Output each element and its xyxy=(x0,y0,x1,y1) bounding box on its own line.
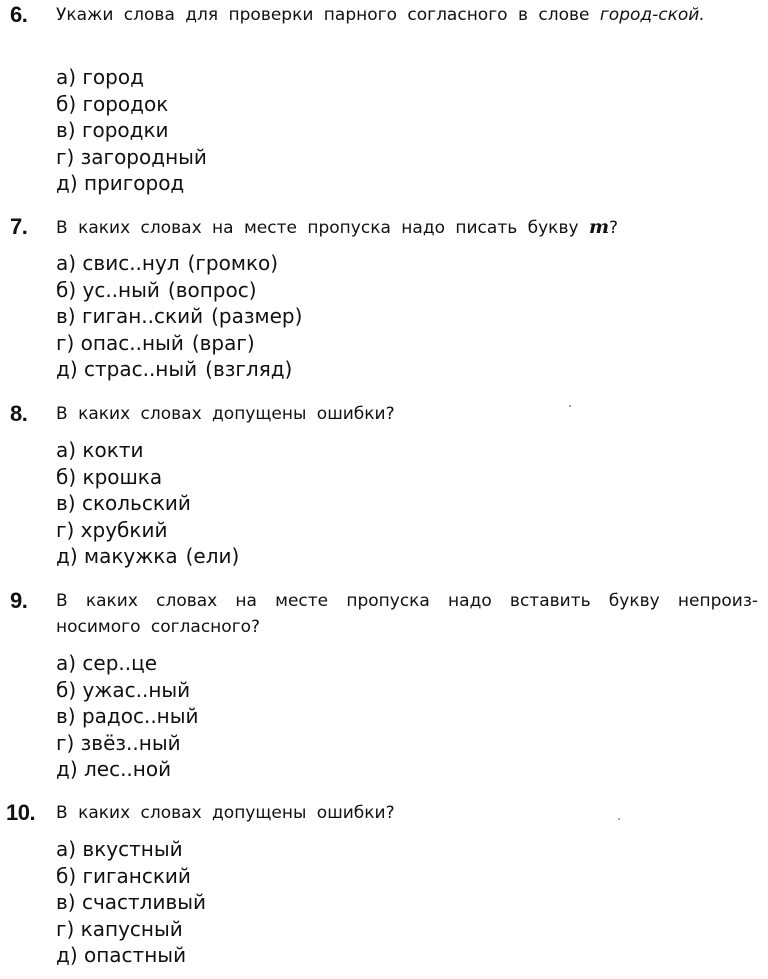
option-a: а) вкустный xyxy=(56,837,183,861)
option-e xyxy=(56,356,302,383)
option-c: в) счастливый xyxy=(56,890,207,915)
answer-options xyxy=(56,437,239,570)
prompt-letter: т xyxy=(588,216,610,238)
answer-options xyxy=(56,650,199,783)
answer-options xyxy=(56,250,302,383)
option-word: б) ус..ный xyxy=(56,277,160,302)
option-note: (громко) xyxy=(187,251,279,275)
option-d xyxy=(56,330,302,357)
prompt-text: В каких словах на месте пропуска надо писать букву xyxy=(56,218,589,238)
prompt-end: ? xyxy=(609,218,619,238)
question-number: 8. xyxy=(10,401,28,426)
question-number: 6. xyxy=(10,2,28,27)
option-d xyxy=(56,517,239,544)
option-c: в) городки xyxy=(56,118,169,143)
option-e: д) пригород xyxy=(56,171,185,196)
option-b: б) гиганский xyxy=(56,863,191,888)
scan-speck xyxy=(569,405,571,407)
option-note: (враг) xyxy=(191,330,255,355)
option-word: г) хрубкий xyxy=(56,517,168,542)
option-word: д) страс..ный xyxy=(56,357,198,382)
option-c xyxy=(56,490,239,517)
option-b xyxy=(56,277,302,304)
question-prompt xyxy=(56,214,758,241)
question-prompt xyxy=(56,2,758,28)
option-word: в) гиган..ский xyxy=(56,304,204,329)
option-a xyxy=(56,250,302,277)
option-word: а) кокти xyxy=(56,438,144,462)
scan-speck xyxy=(618,818,620,820)
option-word: д) макужка xyxy=(56,544,178,569)
answer-options xyxy=(56,64,207,197)
question-number: 10. xyxy=(6,800,36,825)
question-prompt: В каких словах на месте пропуска надо вставить букву непроиз-носимого согласного? xyxy=(56,591,758,637)
option-word: а) свис..нул xyxy=(56,251,180,275)
option-a: а) сер..це xyxy=(56,651,158,675)
question-number: 7. xyxy=(10,214,28,239)
answer-options xyxy=(56,836,206,969)
option-note: (взгляд) xyxy=(205,357,293,382)
option-word: в) скольский xyxy=(56,491,191,516)
option-d: г) звёз..ный xyxy=(56,730,181,755)
option-word: г) опас..ный xyxy=(56,330,184,355)
question-prompt: В каких словах допущены ошибки? xyxy=(56,404,395,424)
option-note: (размер) xyxy=(211,304,303,329)
option-a xyxy=(56,437,239,464)
question-prompt: В каких словах допущены ошибки? xyxy=(56,803,395,823)
option-c: в) радос..ный xyxy=(56,704,199,729)
option-a: а) город xyxy=(56,65,144,89)
option-b: б) городок xyxy=(56,91,169,116)
option-e xyxy=(56,543,239,570)
option-note: (вопрос) xyxy=(167,277,257,302)
option-d: г) загородный xyxy=(56,144,207,169)
prompt-text: Укажи слова для проверки парного согласного в слове xyxy=(56,5,600,25)
option-e: д) лес..ной xyxy=(56,757,172,782)
question-number: 9. xyxy=(10,588,28,613)
prompt-target-word: город-ской. xyxy=(599,5,705,25)
option-note: (ели) xyxy=(185,544,240,569)
option-word: б) крошка xyxy=(56,464,163,489)
option-d: г) капусный xyxy=(56,916,183,941)
option-e: д) опастный xyxy=(56,943,187,968)
option-b: б) ужас..ный xyxy=(56,677,191,702)
option-c xyxy=(56,303,302,330)
option-b xyxy=(56,464,239,491)
